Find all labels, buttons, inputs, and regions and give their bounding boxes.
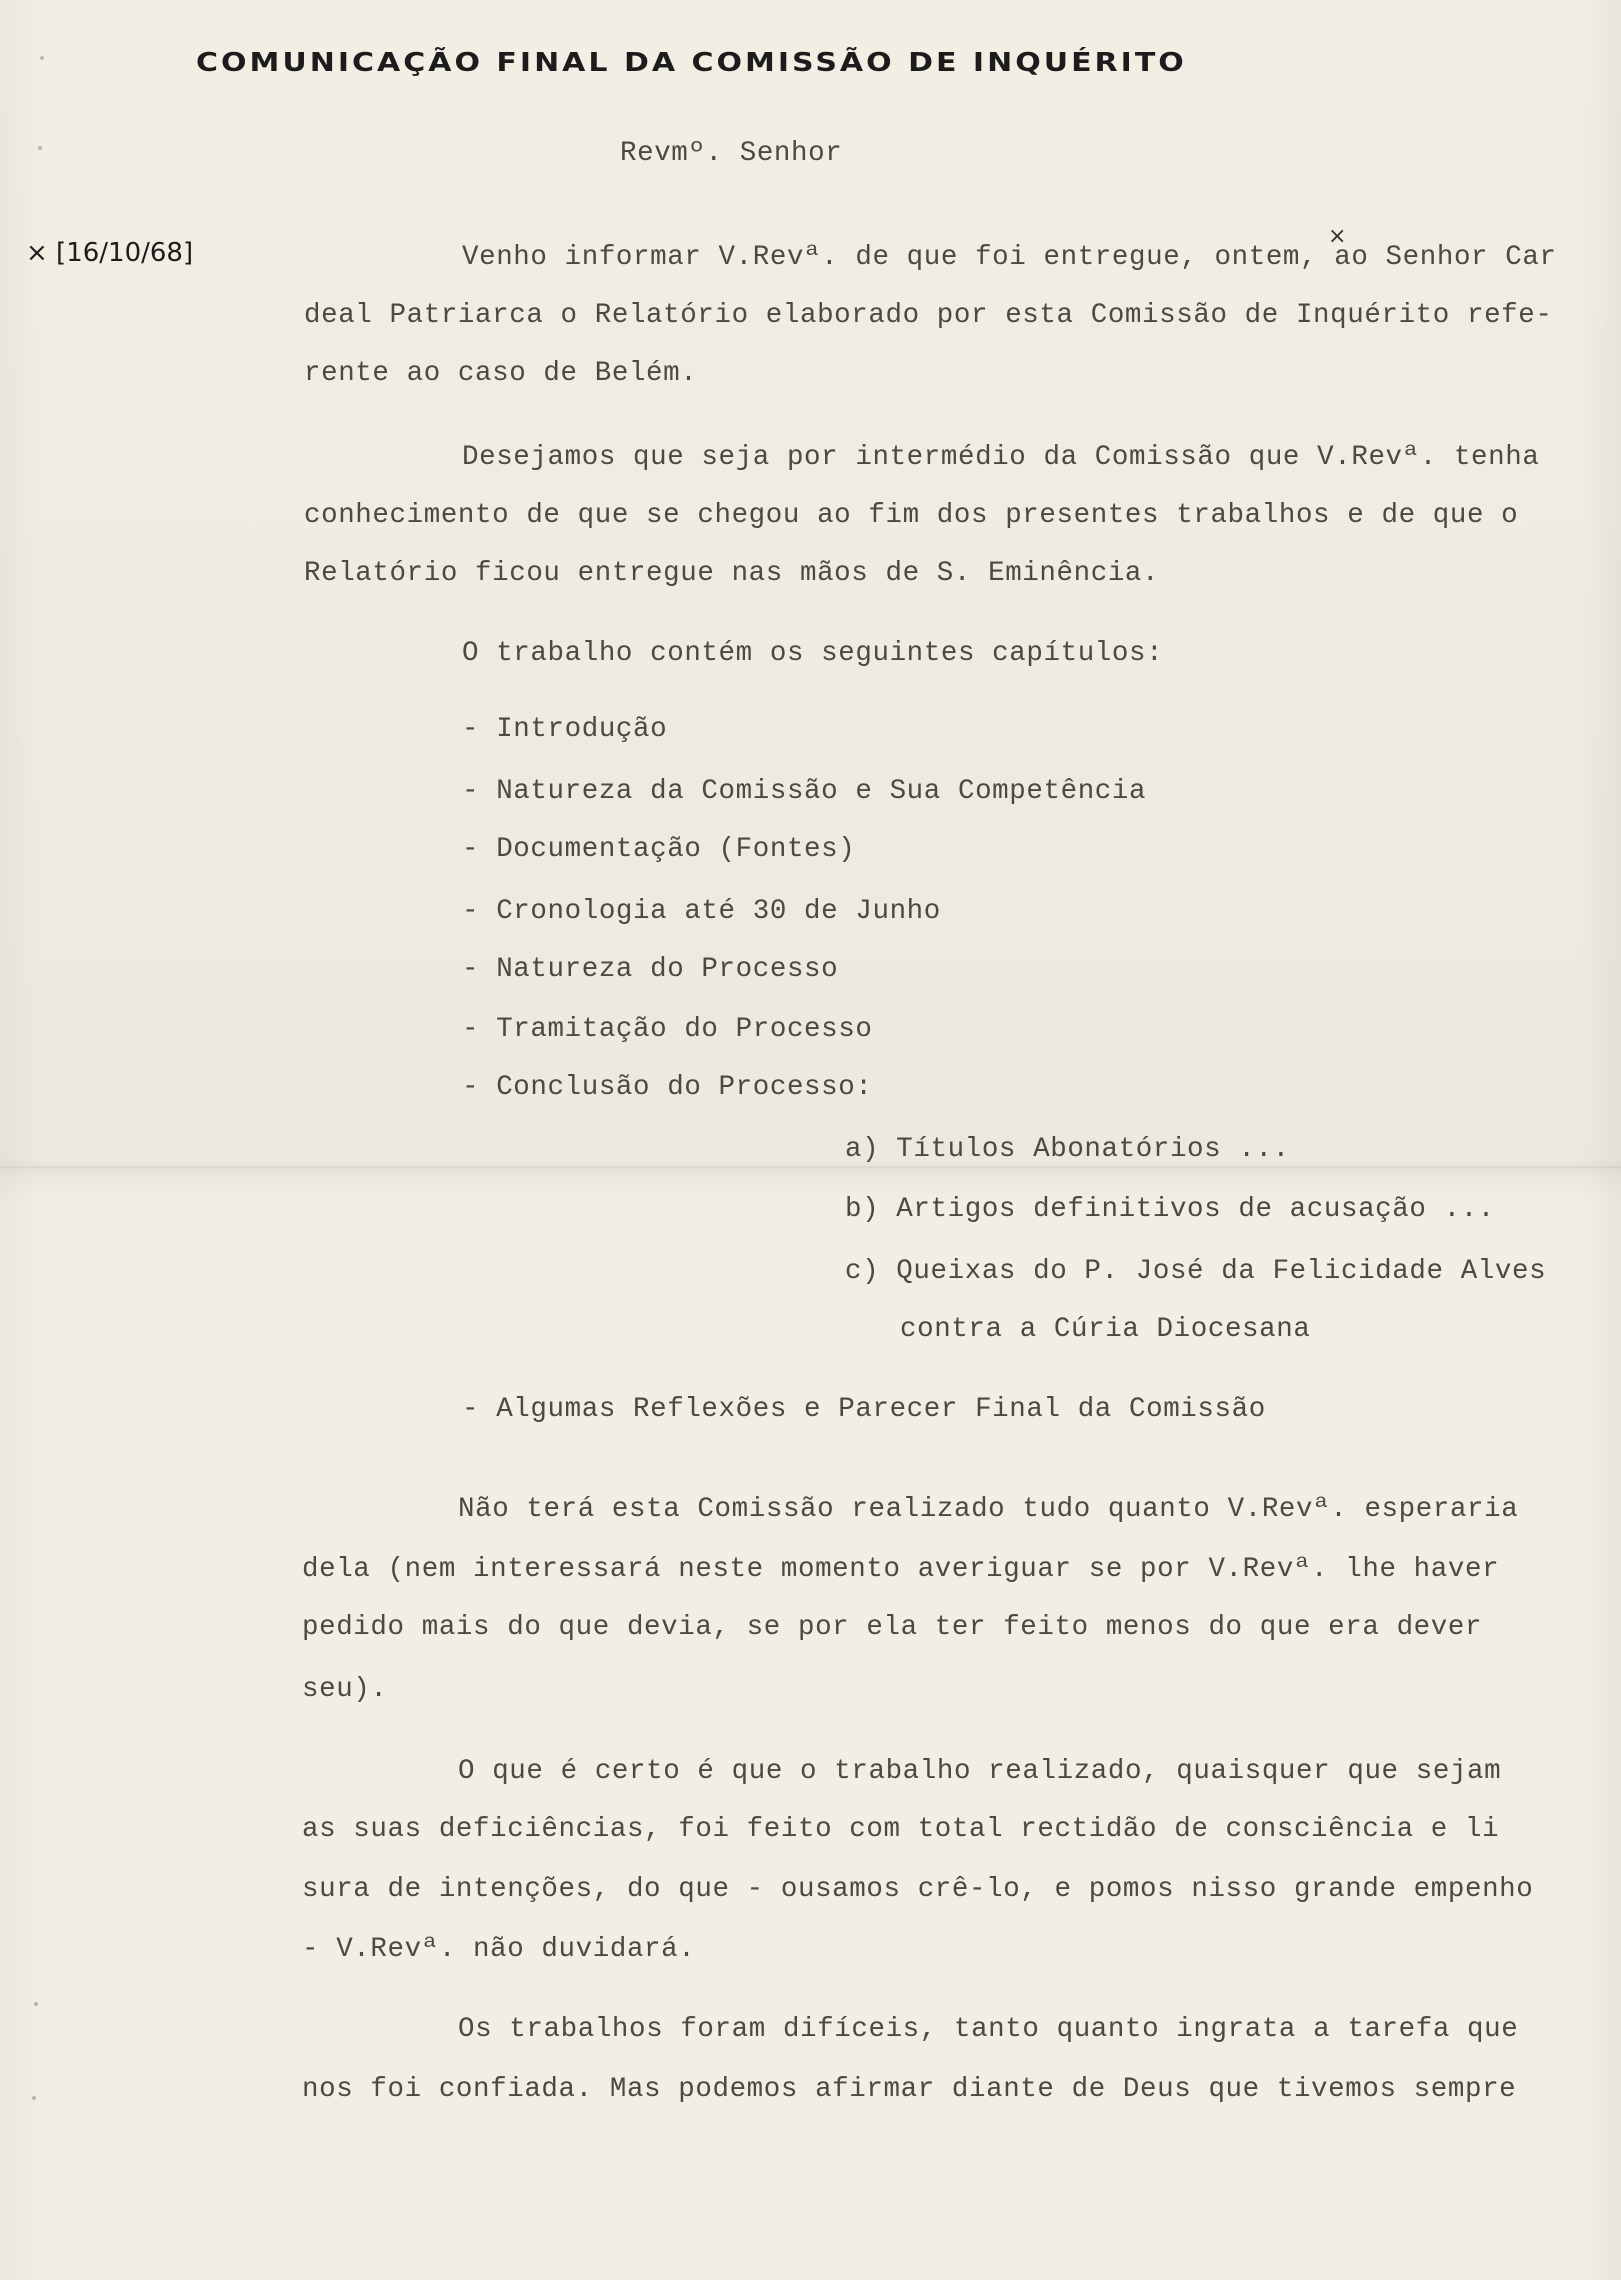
chapter-item: - Natureza da Comissão e Sua Competência [462, 776, 1147, 807]
paragraph1-line: Venho informar V.Revª. de que foi entregue, ontem, ao Senhor Car [462, 242, 1557, 273]
handwritten-x-mark: × [1328, 224, 1347, 249]
subchapter-item: b) Artigos definitivos de acusação ... [845, 1194, 1495, 1225]
handwritten-heading: COMUNICAÇÃO FINAL DA COMISSÃO DE INQUÉRITO [196, 48, 1187, 78]
paragraph2-line: conhecimento de que se chegou ao fim dos presentes trabalhos e de que o [304, 500, 1519, 531]
paragraph4-line: sura de intenções, do que - ousamos crê-lo, e pomos nisso grande empenho [302, 1874, 1534, 1905]
paper-speck [32, 2096, 36, 2100]
chapter-item: - Introdução [462, 714, 668, 745]
paragraph2-line: Relatório ficou entregue nas mãos de S. Eminência. [304, 558, 1160, 589]
chapter-item: - Documentação (Fontes) [462, 834, 856, 865]
paragraph5-line: nos foi confiada. Mas podemos afirmar diante de Deus que tivemos sempre [302, 2074, 1517, 2105]
subchapter-item: c) Queixas do P. José da Felicidade Alves [845, 1256, 1547, 1287]
subchapter-item: contra a Cúria Diocesana [900, 1314, 1311, 1345]
paragraph1-line: rente ao caso de Belém. [304, 358, 698, 389]
paragraph3-line: Não terá esta Comissão realizado tudo quanto V.Revª. esperaria [458, 1494, 1519, 1525]
paragraph2-line: Desejamos que seja por intermédio da Comissão que V.Revª. tenha [462, 442, 1540, 473]
handwritten-date-note: × [16/10/68] [26, 238, 194, 268]
paragraph3-line: dela (nem interessará neste momento averiguar se por V.Revª. lhe haver [302, 1554, 1500, 1585]
chapter-item: - Cronologia até 30 de Junho [462, 896, 941, 927]
paper-speck [38, 146, 42, 150]
subchapter-item: a) Títulos Abonatórios ... [845, 1134, 1290, 1165]
final-chapter-item: - Algumas Reflexões e Parecer Final da Comissão [462, 1394, 1266, 1425]
paragraph4-line: as suas deficiências, foi feito com total rectidão de consciência e li [302, 1814, 1500, 1845]
chapter-item: - Natureza do Processo [462, 954, 839, 985]
chapter-item: - Tramitação do Processo [462, 1014, 873, 1045]
paper-speck [34, 2002, 38, 2006]
paragraph3-line: pedido mais do que devia, se por ela ter feito menos do que era dever [302, 1612, 1483, 1643]
paragraph1-line: deal Patriarca o Relatório elaborado por esta Comissão de Inquérito refe- [304, 300, 1553, 331]
chapter-item: - Conclusão do Processo: [462, 1072, 873, 1103]
chapters-intro: O trabalho contém os seguintes capítulos: [462, 638, 1164, 669]
paper-fold [0, 1166, 1621, 1168]
paper-speck [40, 56, 44, 60]
paragraph4-line: O que é certo é que o trabalho realizado, quaisquer que sejam [458, 1756, 1502, 1787]
salutation: Revmº. Senhor [620, 138, 843, 169]
paragraph4-line: - V.Revª. não duvidará. [302, 1934, 696, 1965]
paragraph3-line: seu). [302, 1674, 388, 1705]
paragraph5-line: Os trabalhos foram difíceis, tanto quanto ingrata a tarefa que [458, 2014, 1519, 2045]
